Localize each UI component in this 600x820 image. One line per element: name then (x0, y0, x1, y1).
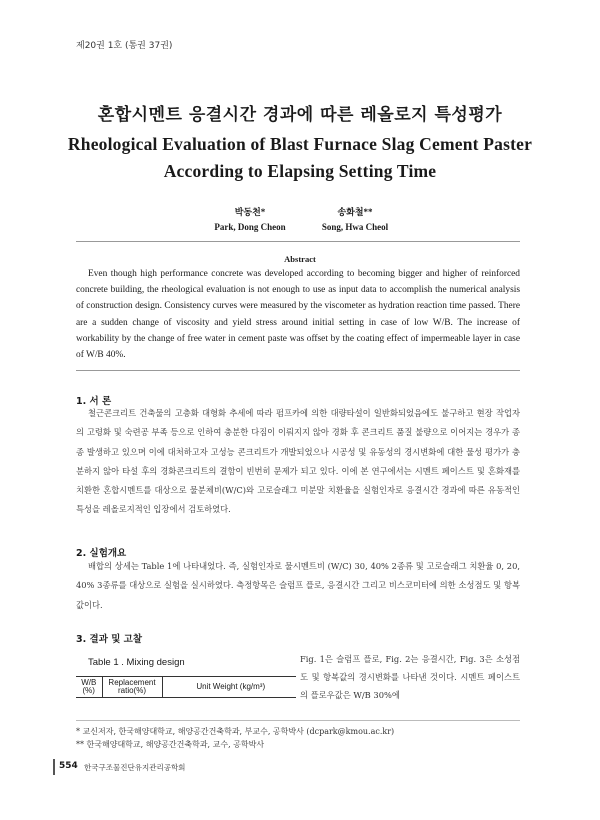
table-caption: Table 1 . Mixing design (88, 657, 185, 668)
footnote-2: ** 한국해양대학교, 해양공간건축학과, 교수, 공학박사 (76, 740, 265, 749)
english-title-line-1: Rheological Evaluation of Blast Furnace Slag Cement Paster (67, 134, 533, 154)
table-header-wb: W/B (%) (76, 677, 102, 698)
footnote-1: * 교신저자, 한국해양대학교, 해양공간건축학과, 부교수, 공학박사 (dcpark@kmou.ac.kr) (76, 727, 395, 736)
section-2-heading: 2. 실험개요 (76, 548, 127, 559)
table-header-unit-weight: Unit Weight (kg/m³) (162, 677, 296, 698)
author-2-korean: 송화철** (337, 207, 373, 217)
section-3-text: Fig. 1은 슬럼프 플로, Fig. 2는 응결시간, Fig. 3은 소성점도 및 항복값의 경시변화를 나타낸 것이다. 시멘트 페이스트의 플로우값은 W/B 30%에 (300, 654, 520, 700)
volume-info: 제20권 1호 (통권 37권) (76, 41, 173, 51)
author-1-english: Park, Dong Cheon (214, 222, 286, 232)
table-header-replacement: Replacement ratio(%) (102, 677, 162, 698)
author-2-english: Song, Hwa Cheol (321, 222, 389, 232)
english-title (60, 131, 540, 185)
page-number: 554 (59, 761, 78, 771)
abstract-top-rule (76, 241, 520, 242)
english-title-line-2: According to Elapsing Setting Time (163, 161, 437, 181)
mixing-design-table (76, 676, 296, 698)
abstract-heading: Abstract (284, 254, 316, 264)
journal-name: 한국구조물진단유지관리공학회 (84, 763, 186, 772)
korean-title: 혼합시멘트 응결시간 경과에 따른 레올로지 특성평가 (97, 105, 503, 125)
section-3-heading: 3. 결과 및 고찰 (76, 634, 143, 645)
abstract-text: Even though high performance concrete was developed according to becoming bigger and higher of reinforced concrete building, the rheological evaluation is not enough to use as input data to accomplish the numerical analysis of construction design. Consistency curves were measured by the viscometer as hydration reaction time passed. There are a sudden change of viscosity and yield stress around initial setting in case of low W/B. The increase of workability by the change of free water in cement paste was offset by the coating effect of impermeable layer in case of W/B 40%. (76, 269, 520, 361)
author-1 (205, 205, 295, 235)
author-2 (310, 205, 400, 235)
abstract-bottom-rule (76, 370, 520, 371)
section-2-text: 배합의 상세는 Table 1에 나타내었다. 즉, 실험인자로 물시멘트비 (W/C) 30, 40% 2종류 및 고로슬래그 치환율 0, 20, 40% 3종류를 대상으로 실험을 실시하였다. 측정항목은 슬럼프 플로, 응결시간 그리고 비스코미터에 의한 소성점도 및 항복값이다. (76, 561, 520, 610)
footnote-rule (76, 720, 520, 721)
footer-bar (53, 759, 55, 775)
section-1-text: 철근콘크리트 건축물의 고층화 대형화 추세에 따라 펌프카에 의한 대량타설이 일반화되었음에도 불구하고 현장 작업자의 고령화 및 숙련공 부족 등으로 인하여 충분한 다짐이 이뤄지지 않아 경화 후 콘크리트 품질 불량으로 이어지는 경우가 종종 발생하고 있으며 이에 대처하고자 고성능 콘크리트가 개발되었으나 시공성 및 유동성의 경시변화에 대한 물성 평가가 충분하지 않아 타설 후의 경화콘크리트의 결함이 빈번히 문제가 되고 있다. 이에 본 연구에서는 시멘트 페이스트 및 혼화재를 치환한 혼합시멘트를 대상으로 물분체비(W/C)와 고로슬래그 미분말 치환율을 실험인자로 응결시간 경과에 따른 유동적인 특성을 레올로지적인 입장에서 검토하였다. (76, 408, 520, 515)
section-1-heading: 1. 서 론 (76, 396, 112, 407)
author-1-korean: 박동천* (234, 207, 266, 217)
table-header-row (76, 677, 296, 698)
